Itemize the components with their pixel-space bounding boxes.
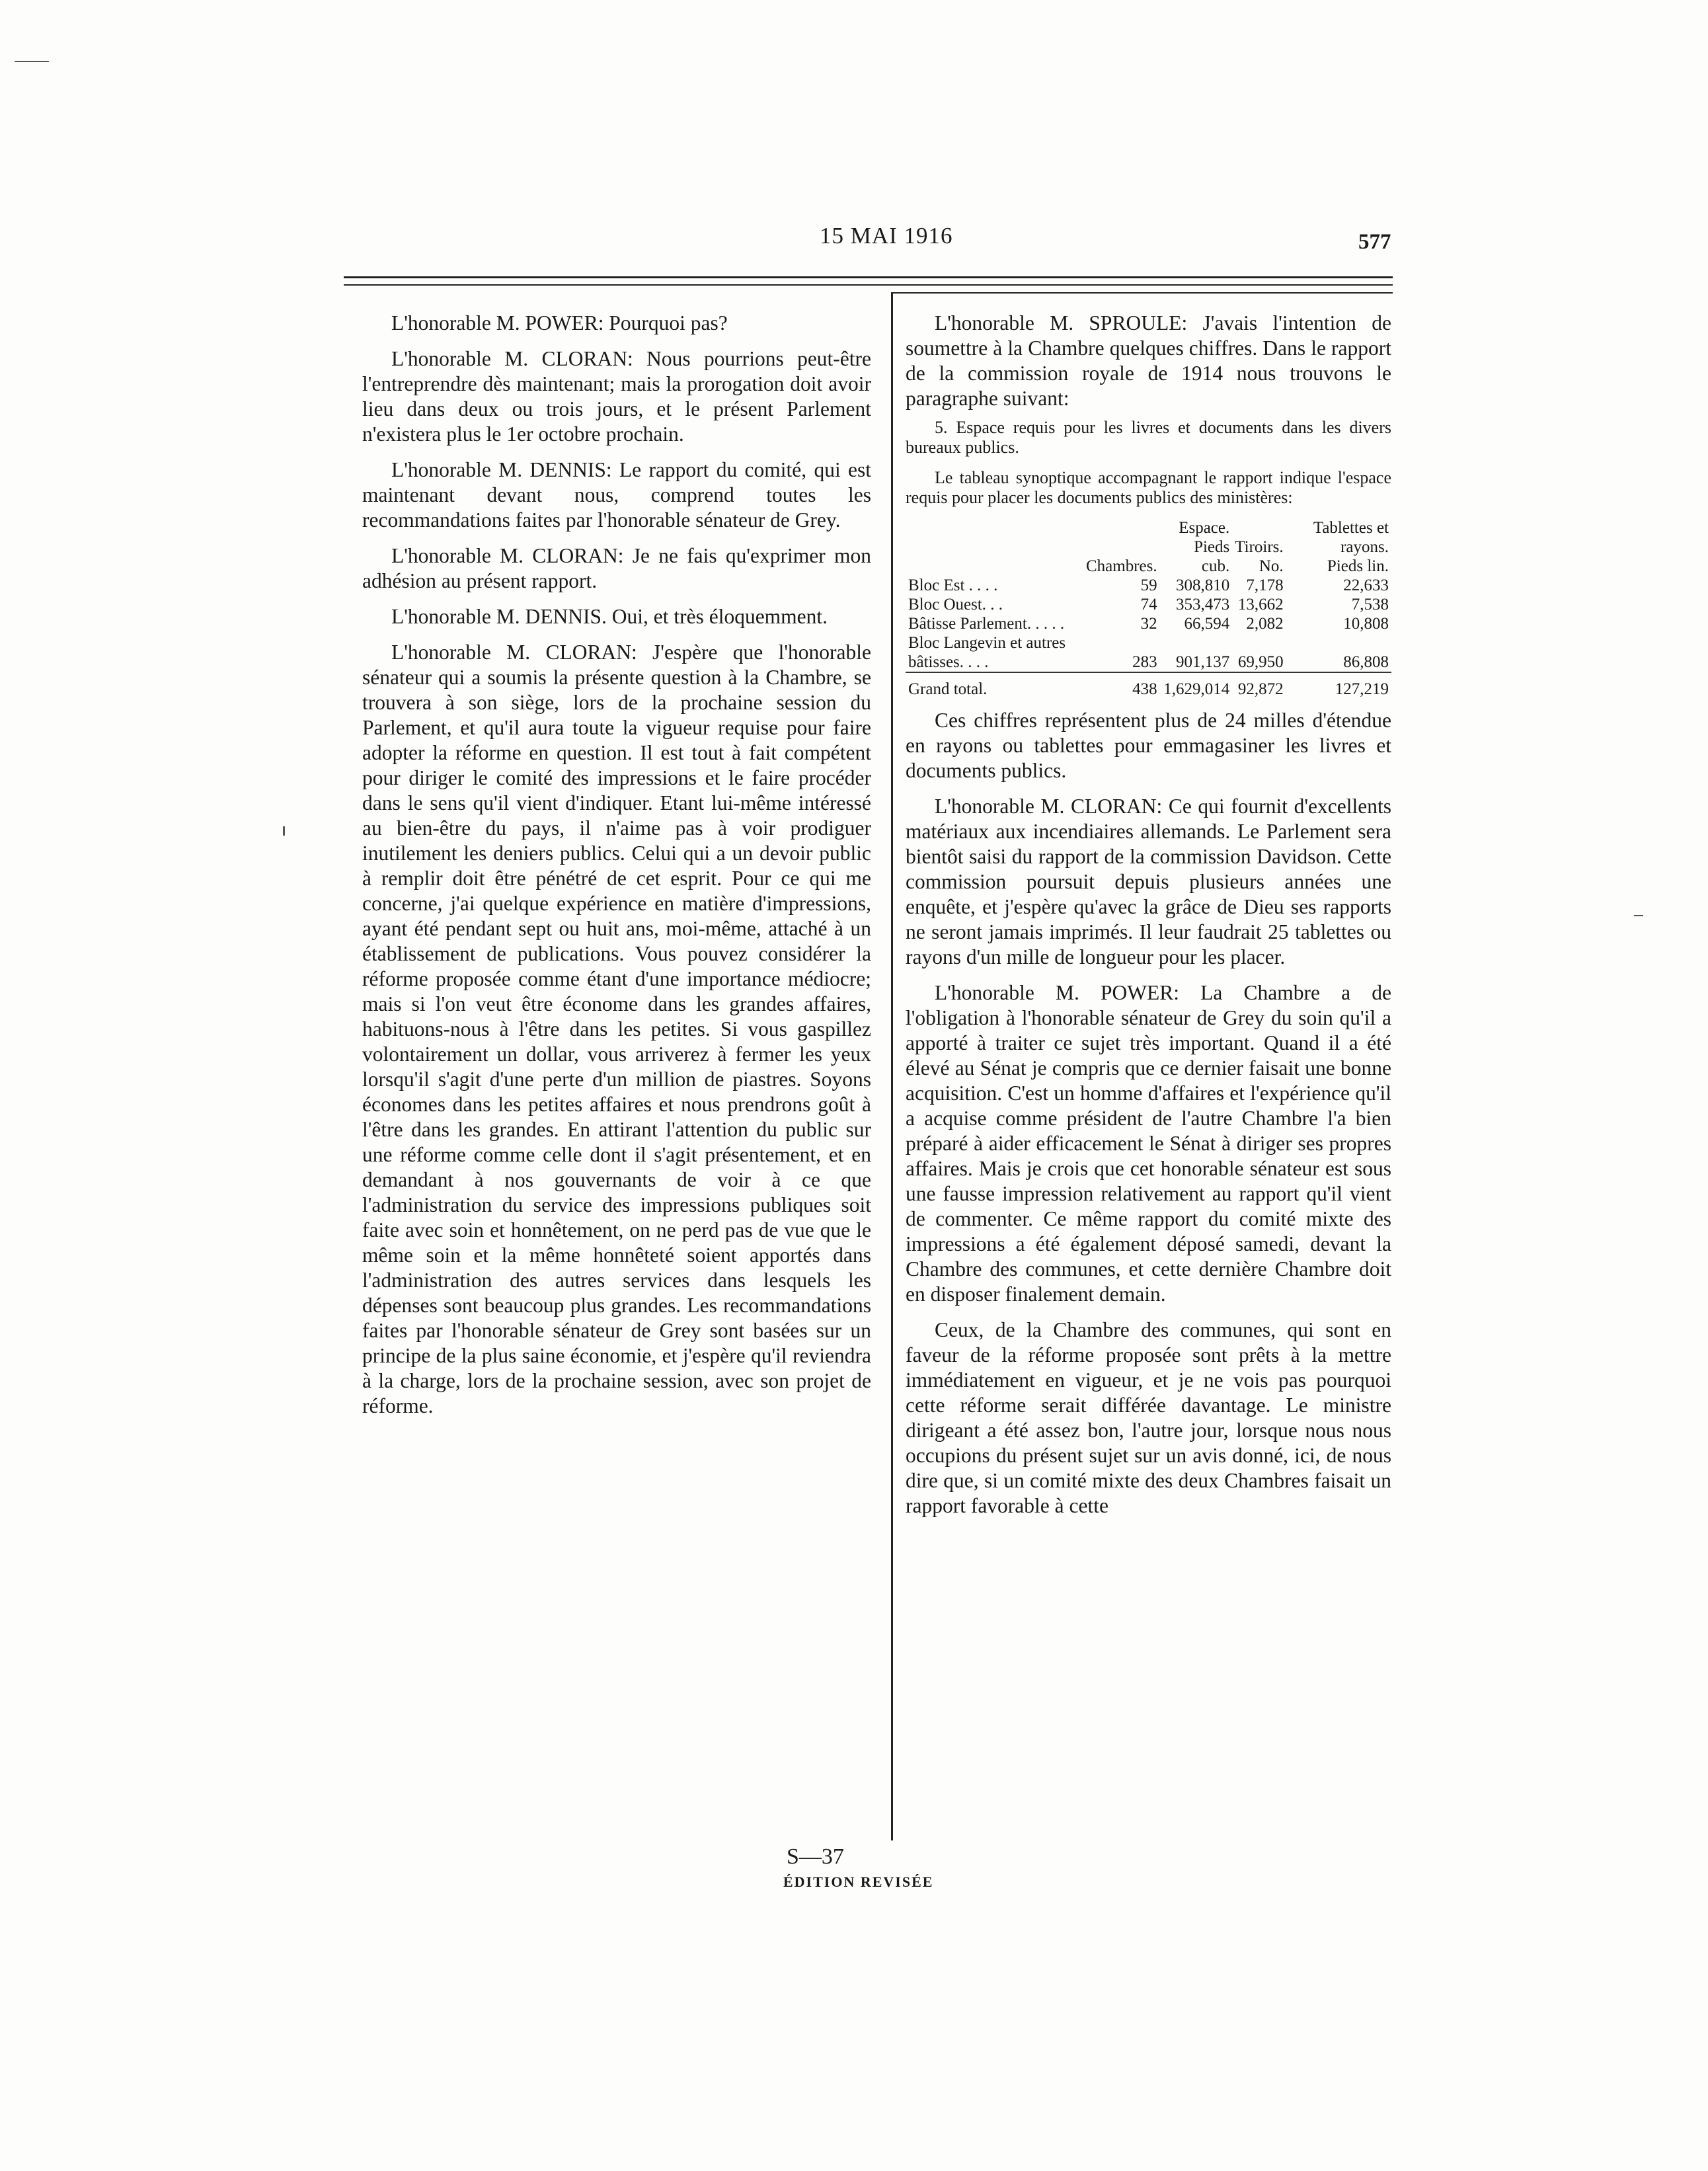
page-date: 15 MAI 1916 (820, 223, 953, 249)
paragraph: L'honorable M. CLORAN: Je ne fais qu'exprimer mon adhésion au présent rapport. (362, 544, 871, 592)
col-unit-tablettes: Pieds lin. (1327, 557, 1389, 575)
space-table (906, 518, 1391, 699)
col-header-espace: Espace. Pieds cub. (1179, 519, 1230, 575)
column-divider (891, 294, 893, 1840)
paragraph: L'honorable M. SPROULE: J'avais l'intention de soumettre à la Chambre quelques chiffres. Dans le rapport de la commission royale de 1914 nous trouvons le paragraphe suivant: (906, 311, 1391, 410)
table-row: Bloc Ouest. . . 74 353,473 13,662 7,538 (908, 596, 1389, 613)
page-number: 577 (1358, 230, 1391, 254)
table-total-row: Grand total. 438 1,629,014 92,872 127,219 (906, 672, 1391, 699)
header-rule-top (344, 276, 1393, 278)
paragraph: Ces chiffres représentent plus de 24 milles d'étendue en rayons ou tablettes pour emmagasiner les livres et documents publics. (906, 709, 1391, 782)
table-row: Bloc Est . . . . 59 308,810 7,178 22,633 (908, 576, 1389, 594)
margin-mark-left (283, 826, 285, 836)
edition-label: ÉDITION REVISÉE (783, 1874, 934, 1890)
paragraph: L'honorable M. POWER: Pourquoi pas? (391, 311, 728, 335)
table-row: Bâtisse Parlement. . . . . 32 66,594 2,082 10,808 (908, 615, 1389, 633)
col-unit-espace: Pieds cub. (1194, 538, 1230, 575)
right-column (906, 311, 1391, 1519)
col-header-chambres: Chambres. (1085, 557, 1157, 575)
paragraph: L'honorable M. CLORAN: J'espère que l'honorable sénateur qui a soumis la présente question à la Chambre, se trouvera à son siège, lors de la prochaine session du Parlement, et qu'il aura toute la vigueur requise pour faire adopter la réforme en question. Il est tout à fait compétent pour diriger le comité des impressions et le faire procéder dans le sens qu'il vient d'indiquer. Etant lui-même intéressé au bien-être du pays, il n'aime pas à voir prodiguer inutilement les deniers publics. Celui qui a un devoir public à remplir doit être pénétré de cet esprit. Pour ce qui me concerne, j'ai quelque expérience en matière d'impressions, ayant été pendant sept ou huit ans, moi-même, attaché à un établissement de publications. Vous pouvez considérer la réforme proposée comme étant d'une importance médiocre; mais si l'on veut être économe dans les grandes affaires, habituons-nous à l'être dans les petites. Si vous gaspillez volontairement un dollar, vous arriverez à fermer les yeux lorsqu'il s'agit d'une perte d'un million de piastres. Soyons économes dans les petites affaires et nous prendrons goût à l'être dans les grandes. En attirant l'attention du public sur une réforme comme celle dont il s'agit présentement, et en demandant à nos gouvernants de voir à ce que l'administration du service des impressions publiques soit faite avec soin et honnêtement, on ne perd pas de vue que le même soin et la même honnêteté soient apportés dans l'administration des autres services dans lesquels les dépenses sont beaucoup plus grandes. Les recommandations faites par l'honorable sénateur de Grey sont basées sur un principe de la plus saine économie, et j'espère qu'il reviendra à la charge, lors de la prochaine session, avec son projet de réforme. (362, 641, 871, 1417)
paragraph: Ceux, de la Chambre des communes, qui sont en faveur de la réforme proposée sont prêts à la mettre immédiatement en vigueur, et je ne vois pas pourquoi cette réforme serait différée davantage. Le ministre dirigeant a été assez bon, l'autre jour, lorsque nous nous occupions du présent sujet sur un avis donné, ici, de nous dire que, si un comité mixte des deux Chambres faisait un rapport favorable à cette (906, 1318, 1391, 1517)
paragraph: L'honorable M. DENNIS. Oui, et très éloquemment. (391, 605, 828, 628)
quote-text: Le tableau synoptique accompagnant le rapport indique l'espace requis pour placer les documents publics des ministères: (906, 468, 1391, 507)
margin-mark-right (1634, 915, 1643, 916)
paragraph: L'honorable M. CLORAN: Nous pourrions peut-être l'entreprendre dès maintenant; mais la prorogation doit avoir lieu dans deux ou trois jours, et le présent Parlement n'existera plus le 1er octobre prochain. (362, 347, 871, 446)
paragraph: L'honorable M. POWER: La Chambre a de l'obligation à l'honorable sénateur de Grey du soin qu'il a apporté à traiter ce sujet très important. Quand il a été élevé au Sénat je compris que ce dernier faisait une bonne acquisition. C'est un homme d'affaires et l'expérience qu'il a acquise comme président de l'autre Chambre l'a bien préparé à aider efficacement le Sénat à diriger ses propres affaires. Mais je crois que cet honorable sénateur est sous une fausse impression relativement au rapport qu'il vient de commenter. Ce même rapport du comité mixte des impressions a été également déposé samedi, devant la Chambre des communes, et cette dernière Chambre doit en disposer finalement demain. (906, 981, 1391, 1306)
col-unit-tiroirs: No. (1259, 557, 1284, 575)
quote-heading: 5. Espace requis pour les livres et documents dans les divers bureaux publics. (906, 418, 1391, 457)
header-rule-third (891, 292, 1393, 294)
paragraph: L'honorable M. DENNIS: Le rapport du comité, qui est maintenant devant nous, comprend toutes les recommandations faites par l'honorable sénateur de Grey. (362, 458, 871, 532)
paragraph: L'honorable M. CLORAN: Ce qui fournit d'excellents matériaux aux incendiaires allemands. Le Parlement sera bientôt saisi du rapport de la commission Davidson. Cette commission poursuit depuis plusieurs années une enquête, et j'espère qu'avec la grâce de Dieu ses rapports ne seront jamais imprimés. Il leur faudrait 25 tablettes ou rayons d'un mille de longueur pour les placer. (906, 795, 1391, 968)
margin-mark-top-left (15, 61, 49, 62)
left-column (362, 311, 871, 1419)
header-rule-bottom (344, 284, 1393, 286)
signature-mark: S—37 (787, 1844, 844, 1869)
col-header-tablettes: Tablettes et rayons. Pieds lin. (1313, 519, 1389, 575)
table-row: Bloc Langevin et autres bâtisses. . . . 283 901,137 69,950 86,808 (908, 634, 1389, 671)
col-header-tiroirs: Tiroirs. No. (1235, 538, 1284, 575)
